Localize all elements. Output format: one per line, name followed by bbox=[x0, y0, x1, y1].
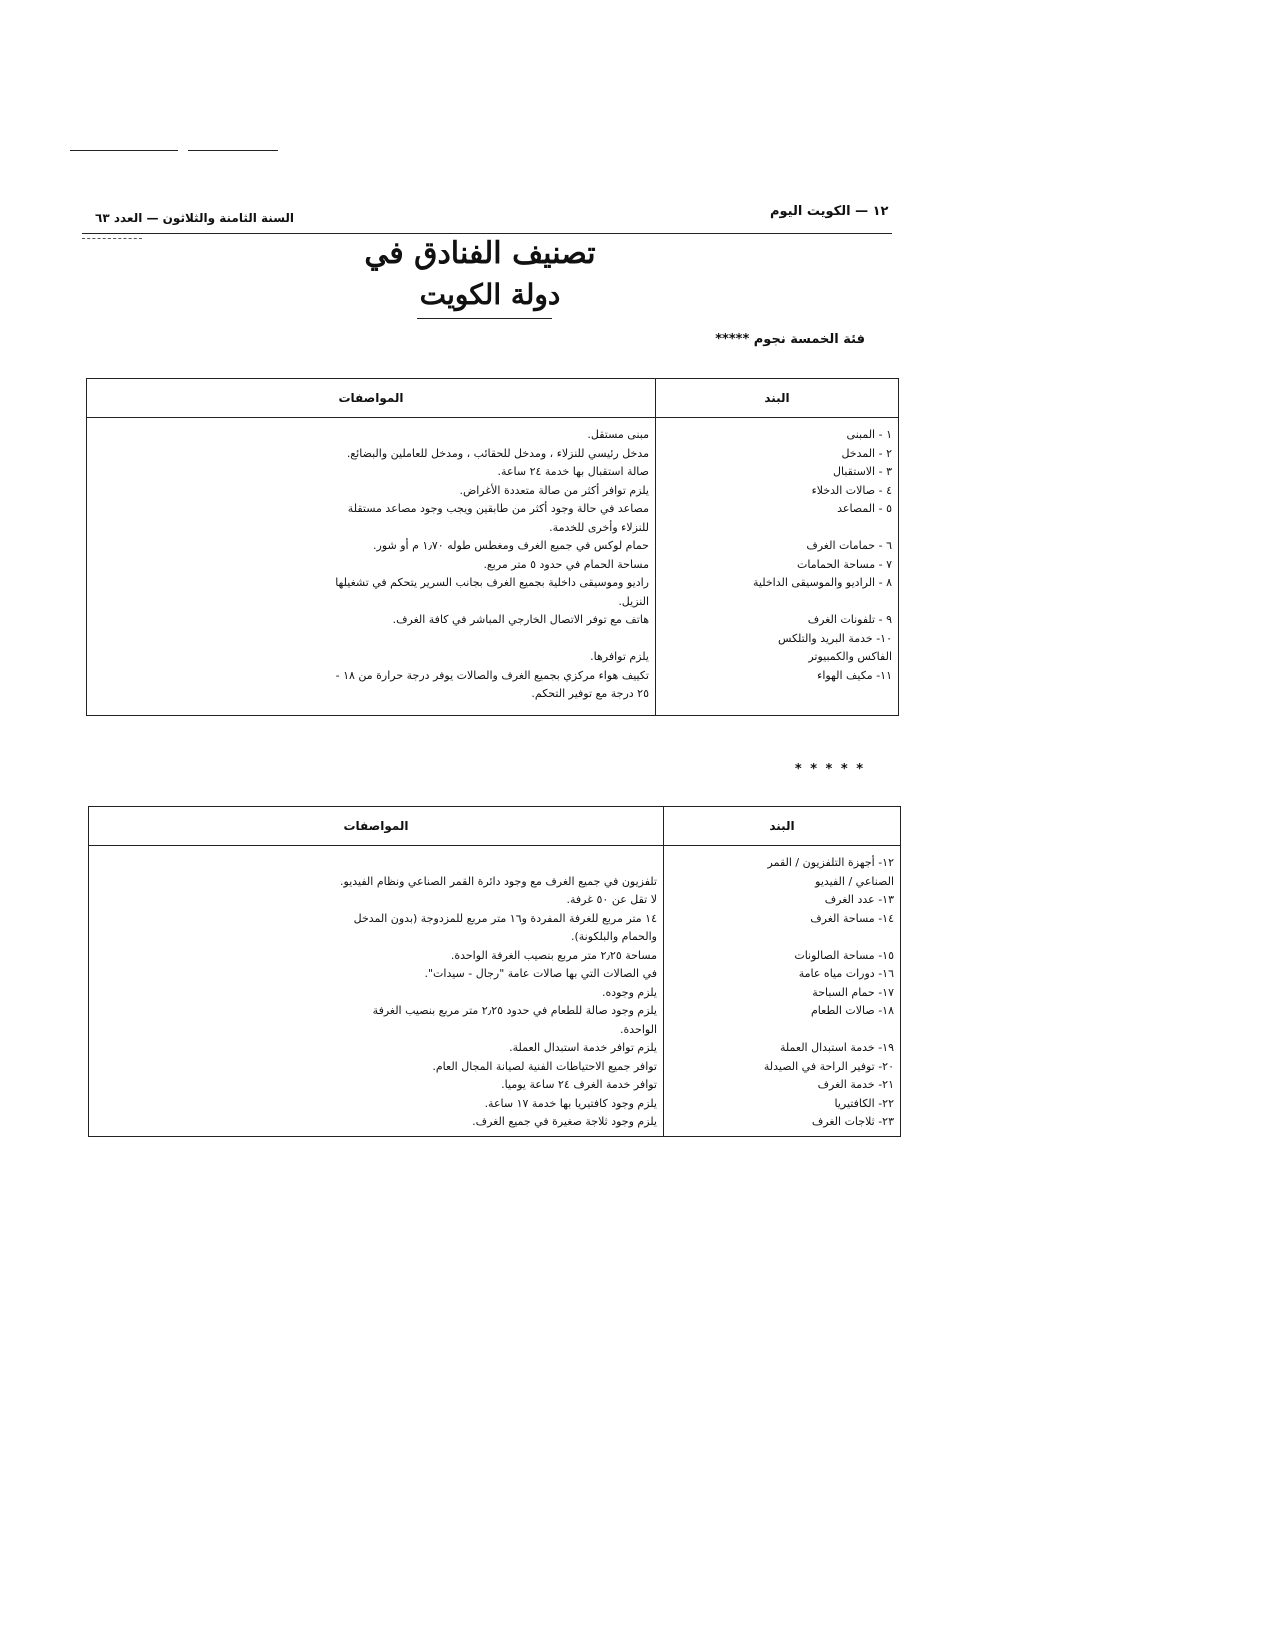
table-1-header-specs: المواصفات bbox=[87, 379, 656, 418]
spec-table-1 bbox=[86, 378, 899, 716]
table-row-spec: الواحدة. bbox=[620, 1022, 657, 1036]
table-row-spec: ٢٥ درجة مع توفير التحكم. bbox=[531, 687, 649, 700]
table-row-item: ٤ - صالات الدخلاء bbox=[811, 483, 892, 497]
table-row-item: ١٣- عدد الغرف bbox=[824, 893, 894, 906]
table-row-item bbox=[662, 593, 892, 612]
table-row-item: ٥ - المصاعد bbox=[837, 502, 892, 515]
header-rule-thin bbox=[82, 238, 142, 239]
table-row-item: ٢٣- ثلاجات الغرف bbox=[811, 1115, 894, 1128]
table-row-item: ٢١- خدمة الغرف bbox=[817, 1078, 894, 1091]
table-1-header-row bbox=[87, 379, 899, 418]
table-row-item: ١٥- مساحة الصالونات bbox=[794, 948, 894, 962]
table-2-items-cell bbox=[664, 846, 901, 1137]
table-row-item: ١ - المبنى bbox=[846, 428, 892, 441]
table-row-spec: حمام لوكس في جميع الغرف ومغطس طوله ١٫٧٠ م أو شور. bbox=[373, 539, 649, 552]
page-title-line1: تصنيف الفنادق في bbox=[364, 236, 596, 271]
table-2-header-specs: المواصفات bbox=[89, 807, 664, 846]
table-row-spec: مساحة ٢٫٢٥ متر مربع بنصيب الغرفة الواحدة. bbox=[450, 948, 657, 962]
table-row-item: ٦ - حمامات الغرف bbox=[806, 539, 892, 552]
table-row-spec: مساحة الحمام في حدود ٥ متر مربع. bbox=[483, 557, 649, 571]
table-row-item: ٢٠- توفير الراحة في الصيدلة bbox=[763, 1059, 894, 1073]
page-title-line2: دولة الكويت bbox=[419, 278, 561, 311]
table-row-item: ١٧- حمام السباحة bbox=[812, 985, 894, 999]
table-1-specs-cell bbox=[87, 418, 656, 716]
table-row-item bbox=[662, 519, 892, 538]
table-row-item: ١٢- أجهزة التلفزيون / القمر bbox=[767, 856, 894, 869]
table-row-item: ١٤- مساحة الغرف bbox=[810, 911, 894, 925]
table-row-spec: للنزلاء وأخرى للخدمة. bbox=[549, 520, 649, 534]
table-row-item: ٩ - تلفونات الغرف bbox=[807, 613, 892, 626]
table-row-spec: مدخل رئيسي للنزلاء ، ومدخل للحقائب ، ومدخل للعاملين والبضائع. bbox=[346, 446, 649, 460]
table-row-spec: يلزم توافرها. bbox=[590, 650, 649, 663]
table-row-spec: في الصالات التي بها صالات عامة "رجال - سيدات". bbox=[424, 967, 657, 980]
table-row-item: ١٨- صالات الطعام bbox=[810, 1004, 894, 1017]
table-row-item: ١٠- خدمة البريد والتلكس bbox=[777, 631, 892, 645]
table-2-header-row bbox=[89, 807, 901, 846]
table-row-spec: يلزم وجود ثلاجة صغيرة في جميع الغرف. bbox=[472, 1115, 657, 1128]
table-row-item: الصناعي / الفيديو bbox=[815, 874, 894, 888]
table-row-item: ١٦- دورات مياه عامة bbox=[798, 967, 894, 980]
table-1-items-cell bbox=[656, 418, 899, 716]
table-row-item: ٨ - الراديو والموسيقى الداخلية bbox=[753, 576, 892, 589]
table-row-spec: يلزم وجود كافتيريا بها خدمة ١٧ ساعة. bbox=[484, 1096, 657, 1110]
table-1-header-item: البند bbox=[656, 379, 899, 418]
table-row-spec: والحمام والبلكونة). bbox=[570, 930, 657, 943]
table-row-spec: النزيل. bbox=[618, 594, 649, 608]
table-2-specs-cell bbox=[89, 846, 664, 1137]
table-row-spec: ١٤ متر مربع للغرفة المفردة و١٦ متر مربع للمزدوجة (بدون المدخل bbox=[353, 911, 657, 925]
table-row-spec: تلفزيون في جميع الغرف مع وجود دائرة القمر الصناعي ونظام الفيديو. bbox=[340, 874, 657, 888]
table-row-spec bbox=[93, 630, 649, 649]
table-row-spec: يلزم وجوده. bbox=[601, 985, 657, 999]
table-row-item: ٢ - المدخل bbox=[841, 446, 892, 460]
table-row-item: ٧ - مساحة الحمامات bbox=[797, 557, 892, 571]
top-decor-line-left bbox=[70, 150, 178, 151]
table-row-spec: هاتف مع توفر الاتصال الخارجي المباشر في كافة الغرف. bbox=[392, 613, 649, 626]
table-row-spec: توافر خدمة الغرف ٢٤ ساعة يوميا. bbox=[501, 1078, 657, 1091]
table-row-item: ٣ - الاستقبال bbox=[833, 465, 892, 478]
stars-rating: * * * * * bbox=[794, 762, 865, 777]
header-page-journal: ١٢ — الكويت اليوم bbox=[770, 204, 889, 219]
table-row-spec: يلزم توافر أكثر من صالة متعددة الأغراض. bbox=[459, 483, 649, 497]
table-2-body-row bbox=[89, 846, 901, 1137]
top-decor-line-right bbox=[188, 150, 278, 151]
table-row-item: ٢٢- الكافتيريا bbox=[834, 1096, 894, 1110]
spec-table-2 bbox=[88, 806, 901, 1137]
table-row-spec: مبنى مستقل. bbox=[587, 428, 649, 441]
table-row-item bbox=[670, 1021, 894, 1040]
header-rule bbox=[82, 233, 892, 234]
category-heading: فئة الخمسة نجوم ***** bbox=[715, 332, 865, 347]
table-row-spec: تكييف هواء مركزي بجميع الغرف والصالات يوفر درجة حرارة من ١٨ - bbox=[335, 668, 649, 682]
table-row-spec: لا تقل عن ٥٠ غرفة. bbox=[566, 893, 657, 906]
table-row-spec: يلزم وجود صالة للطعام في حدود ٢٫٢٥ متر مربع بنصيب الغرفة bbox=[372, 1004, 657, 1017]
table-row-spec: يلزم توافر خدمة استبدال العملة. bbox=[509, 1041, 657, 1054]
table-row-spec: راديو وموسيقى داخلية بجميع الغرف بجانب السرير يتحكم في تشغيلها bbox=[335, 576, 649, 589]
table-row-item: الفاكس والكمبيوتر bbox=[808, 650, 892, 663]
table-2-header-item: البند bbox=[664, 807, 901, 846]
header-issue-info: السنة الثامنة والثلاثون — العدد ٦٣ bbox=[95, 211, 295, 225]
table-row-spec bbox=[95, 854, 657, 873]
table-row-spec: مصاعد في حالة وجود أكثر من طابقين ويجب وجود مصاعد مستقلة bbox=[347, 502, 649, 515]
table-1-body-row bbox=[87, 418, 899, 716]
table-row-spec: توافر جميع الاحتياطات الفنية لصيانة المجال العام. bbox=[432, 1059, 657, 1073]
table-row-item: ١١- مكيف الهواء bbox=[817, 668, 892, 682]
title-underline bbox=[417, 318, 552, 319]
table-row-item: ١٩- خدمة استبدال العملة bbox=[780, 1041, 894, 1054]
table-row-item bbox=[670, 928, 894, 947]
table-row-spec: صالة استقبال بها خدمة ٢٤ ساعة. bbox=[497, 465, 649, 478]
